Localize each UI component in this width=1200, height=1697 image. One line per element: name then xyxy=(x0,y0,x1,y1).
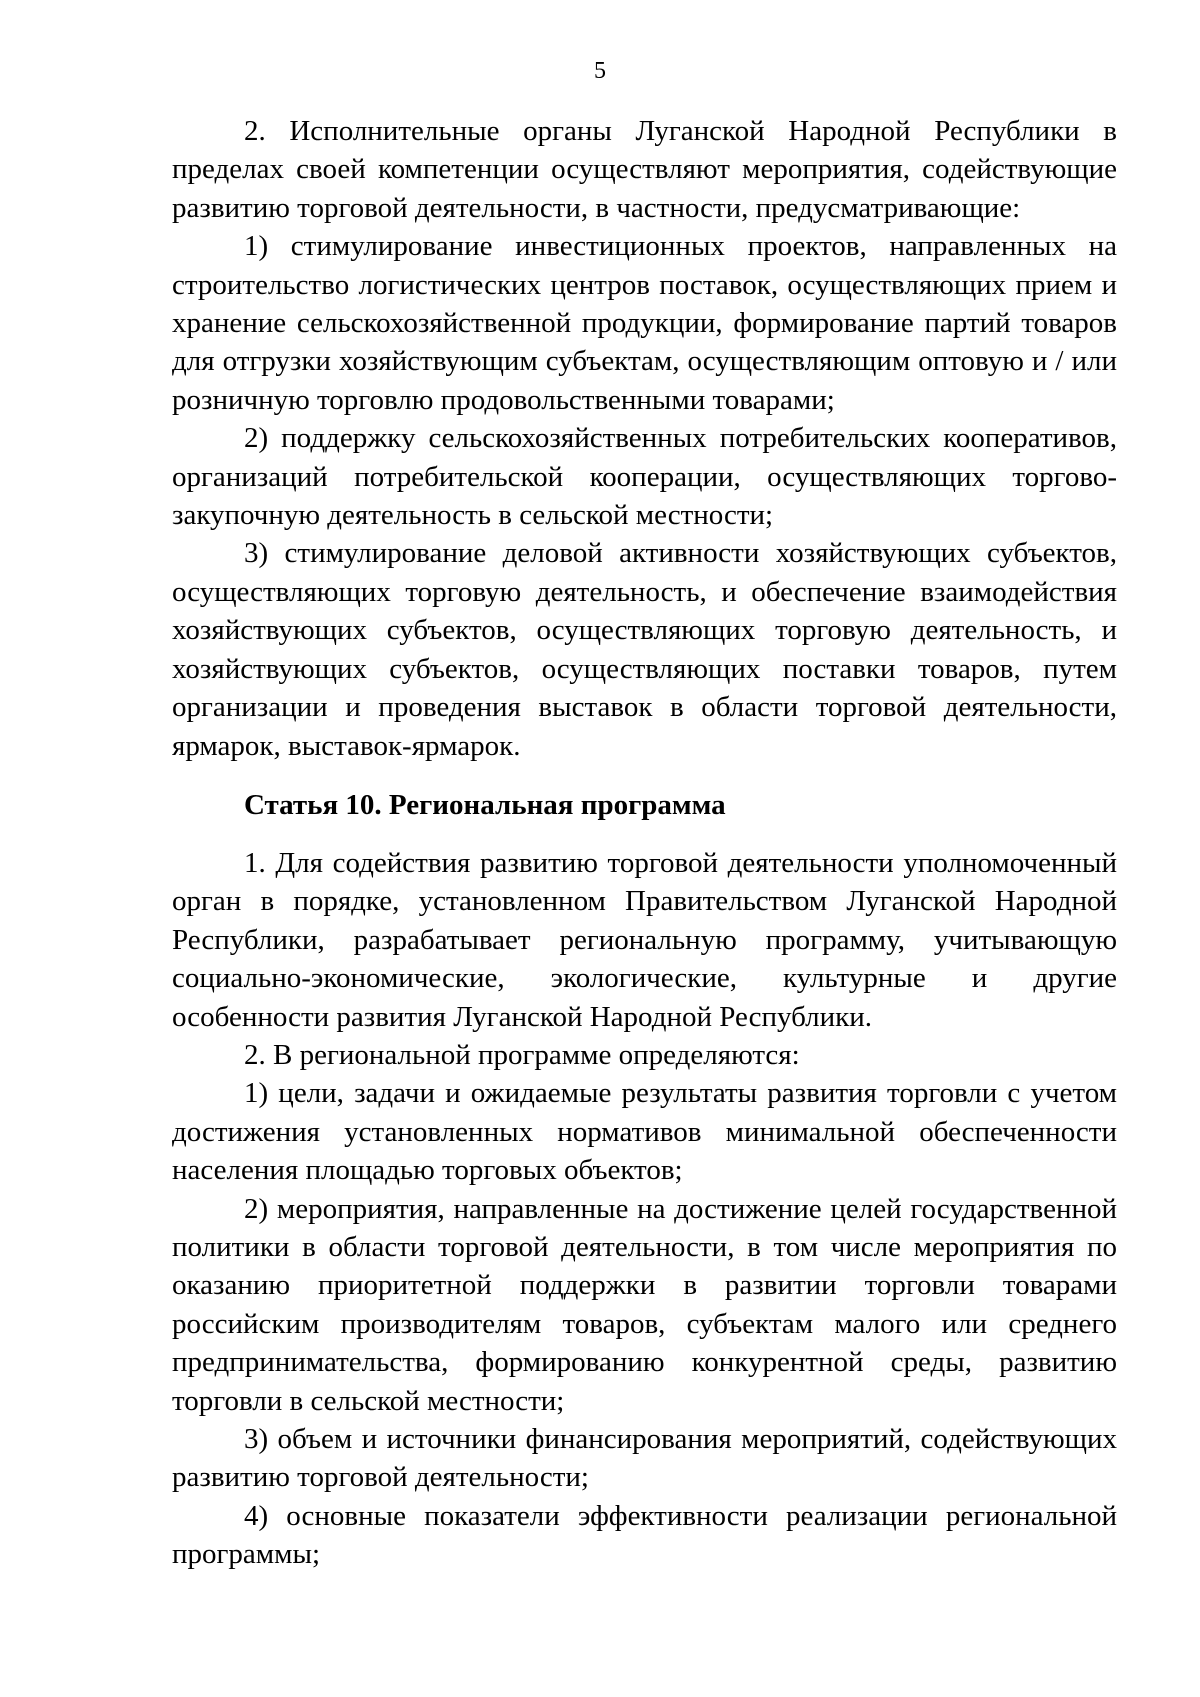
paragraph-program-item-3: 3) объем и источники финансирования мероприятий, содействующих развитию торговой деятельности; xyxy=(172,1423,1117,1494)
paragraph-regional-program-1: 1. Для содействия развитию торговой деятельности уполномоченный орган в порядке, установленном Правительством Луганской Народной Республики, разрабатывает региональную программу, учитывающую социально-экономические, экологические, культурные и другие особенности развития Луганской Народной Республики. xyxy=(172,846,1117,1033)
paragraph-item-1-investment: 1) стимулирование инвестиционных проектов, направленных на строительство логистических центров поставок, осуществляющих прием и хранение сельскохозяйственной продукции, формирование партий товаров для отгрузки хозяйствующим субъектам, осуществляющим оптовую и / или розничную торговлю продовольственными товарами; xyxy=(172,230,1117,416)
paragraph-item-2-cooperatives: 2) поддержку сельскохозяйственных потребительских кооперативов, организаций потребительской кооперации, осуществляющих торгово-закупочную деятельность в сельской местности; xyxy=(172,422,1117,532)
paragraph-program-item-4: 4) основные показатели эффективности реализации региональной программы; xyxy=(172,1499,1117,1571)
paragraph-program-item-2: 2) мероприятия, направленные на достижение целей государственной политики в области торговой деятельности, в том числе мероприятия по оказанию приоритетной поддержки в развитии торговли товарами российским производителям товаров, субъектам малого или среднего предпринимательства, формированию конкурентной среды, развитию торговли в сельской местности; xyxy=(172,1192,1117,1417)
paragraph-regional-program-2: 2. В региональной программе определяются: xyxy=(244,1038,800,1071)
article-10-heading: Статья 10. Региональная программа xyxy=(244,788,726,821)
page-number: 5 xyxy=(594,58,606,84)
paragraph-item-3-business-activity: 3) стимулирование деловой активности хозяйствующих субъектов, осуществляющих торговую деятельность, и обеспечение взаимодействия хозяйствующих субъектов, осуществляющих торговую деятельность, и хозяйствующих субъектов, осуществляющих поставки товаров, путем организации и проведения выставок в области торговой деятельности, ярмарок, выставок-ярмарок. xyxy=(172,537,1117,762)
paragraph-program-item-1: 1) цели, задачи и ожидаемые результаты развития торговли с учетом достижения установленных нормативов минимальной обеспеченности населения площадью торговых объектов; xyxy=(172,1077,1117,1187)
document-body xyxy=(172,112,1117,1574)
paragraph-executive-bodies: 2. Исполнительные органы Луганской Народной Республики в пределах своей компетенции осуществляют мероприятия, содействующие развитию торговой деятельности, в частности, предусматривающие: xyxy=(172,115,1117,224)
